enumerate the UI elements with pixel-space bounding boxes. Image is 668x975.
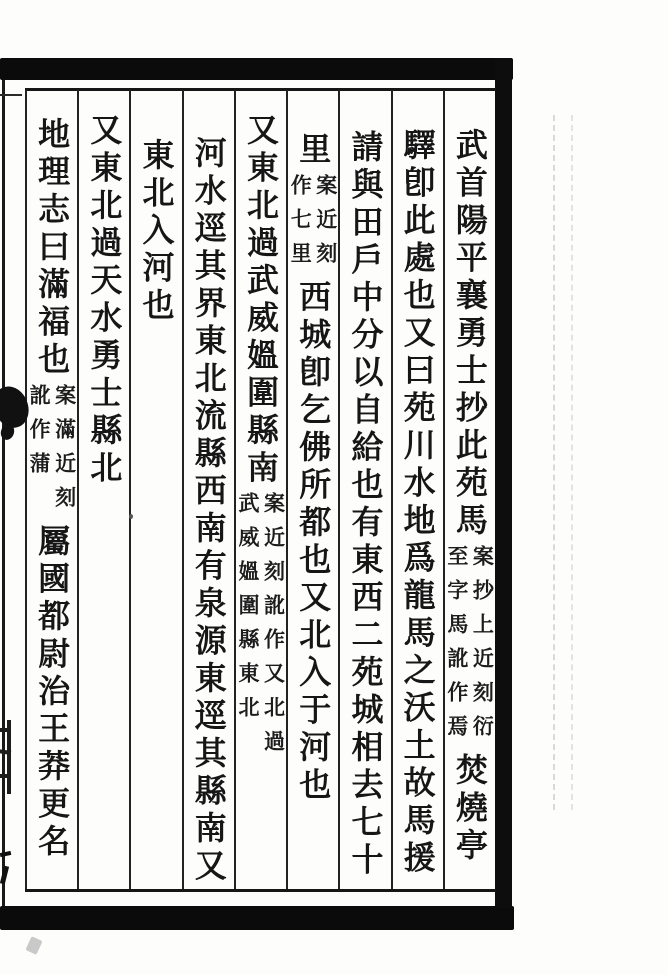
note-left-column: 武威媼圍縣東北 (235, 492, 261, 730)
bleedthrough-marks (571, 115, 573, 810)
text-column-9 (25, 90, 77, 889)
interlinear-note (236, 492, 285, 764)
main-text-segment: 驛卽此處也又曰苑川水地爲龍馬之沃土故馬援 (398, 128, 437, 878)
note-left-column: 訛作蒲 (27, 383, 53, 486)
scan-bottom-edge-bar (0, 906, 514, 930)
note-left-column: 作七里 (288, 173, 314, 276)
text-column-1 (443, 90, 495, 889)
note-right-column: 案抄上近刻衍 (470, 544, 496, 749)
main-text-segment: 武首陽平襄勇士抄此苑馬 (450, 128, 489, 541)
text-column-3 (338, 90, 390, 889)
main-text-segment: 又東北過武威媼圍縣南 (241, 113, 280, 488)
text-column-2 (391, 90, 443, 889)
text-column-6 (182, 90, 234, 889)
main-text-segment: 西城卽乞佛所都也又北入于河也 (294, 279, 333, 805)
scan-top-edge-bar (0, 58, 513, 80)
margin-character-fragment (0, 720, 16, 798)
main-text-segment: 屬國都尉治王莽更名 (33, 523, 72, 861)
interlinear-note (289, 174, 338, 276)
ink-smudge (25, 936, 42, 955)
main-text-segment: 里 (294, 132, 333, 170)
bleedthrough-marks (553, 115, 555, 810)
note-left-column: 至字馬訛作焉 (444, 544, 470, 749)
text-column-5 (234, 90, 286, 889)
left-margin-tick (0, 94, 22, 96)
text-column-4 (286, 90, 338, 889)
main-text-segment: 河水逕其界東北流縣西南有泉源東逕其縣南又 (189, 136, 228, 886)
ink-speck (129, 514, 133, 519)
interlinear-note (445, 545, 494, 749)
note-right-column: 案滿近刻 (52, 383, 78, 520)
main-text-segment: 地理志曰滿福也 (33, 117, 72, 380)
main-text-segment: 東北入河也 (137, 138, 176, 326)
interlinear-note (28, 384, 77, 520)
note-right-column: 案近刻 (313, 173, 339, 276)
ink-smudge (0, 851, 11, 857)
main-text-segment: 又東北過天水勇士縣北 (85, 113, 124, 488)
text-column-8 (77, 90, 129, 889)
note-right-column: 案近刻訛作又北過 (261, 492, 287, 764)
frame-right-border (495, 58, 512, 908)
text-column-7 (129, 90, 181, 889)
main-text-segment: 焚燒亭 (450, 752, 489, 865)
frame-bottom-rule (25, 889, 496, 892)
main-text-segment: 請與田戶中分以自給也有東西二苑城相去七十 (346, 130, 385, 880)
